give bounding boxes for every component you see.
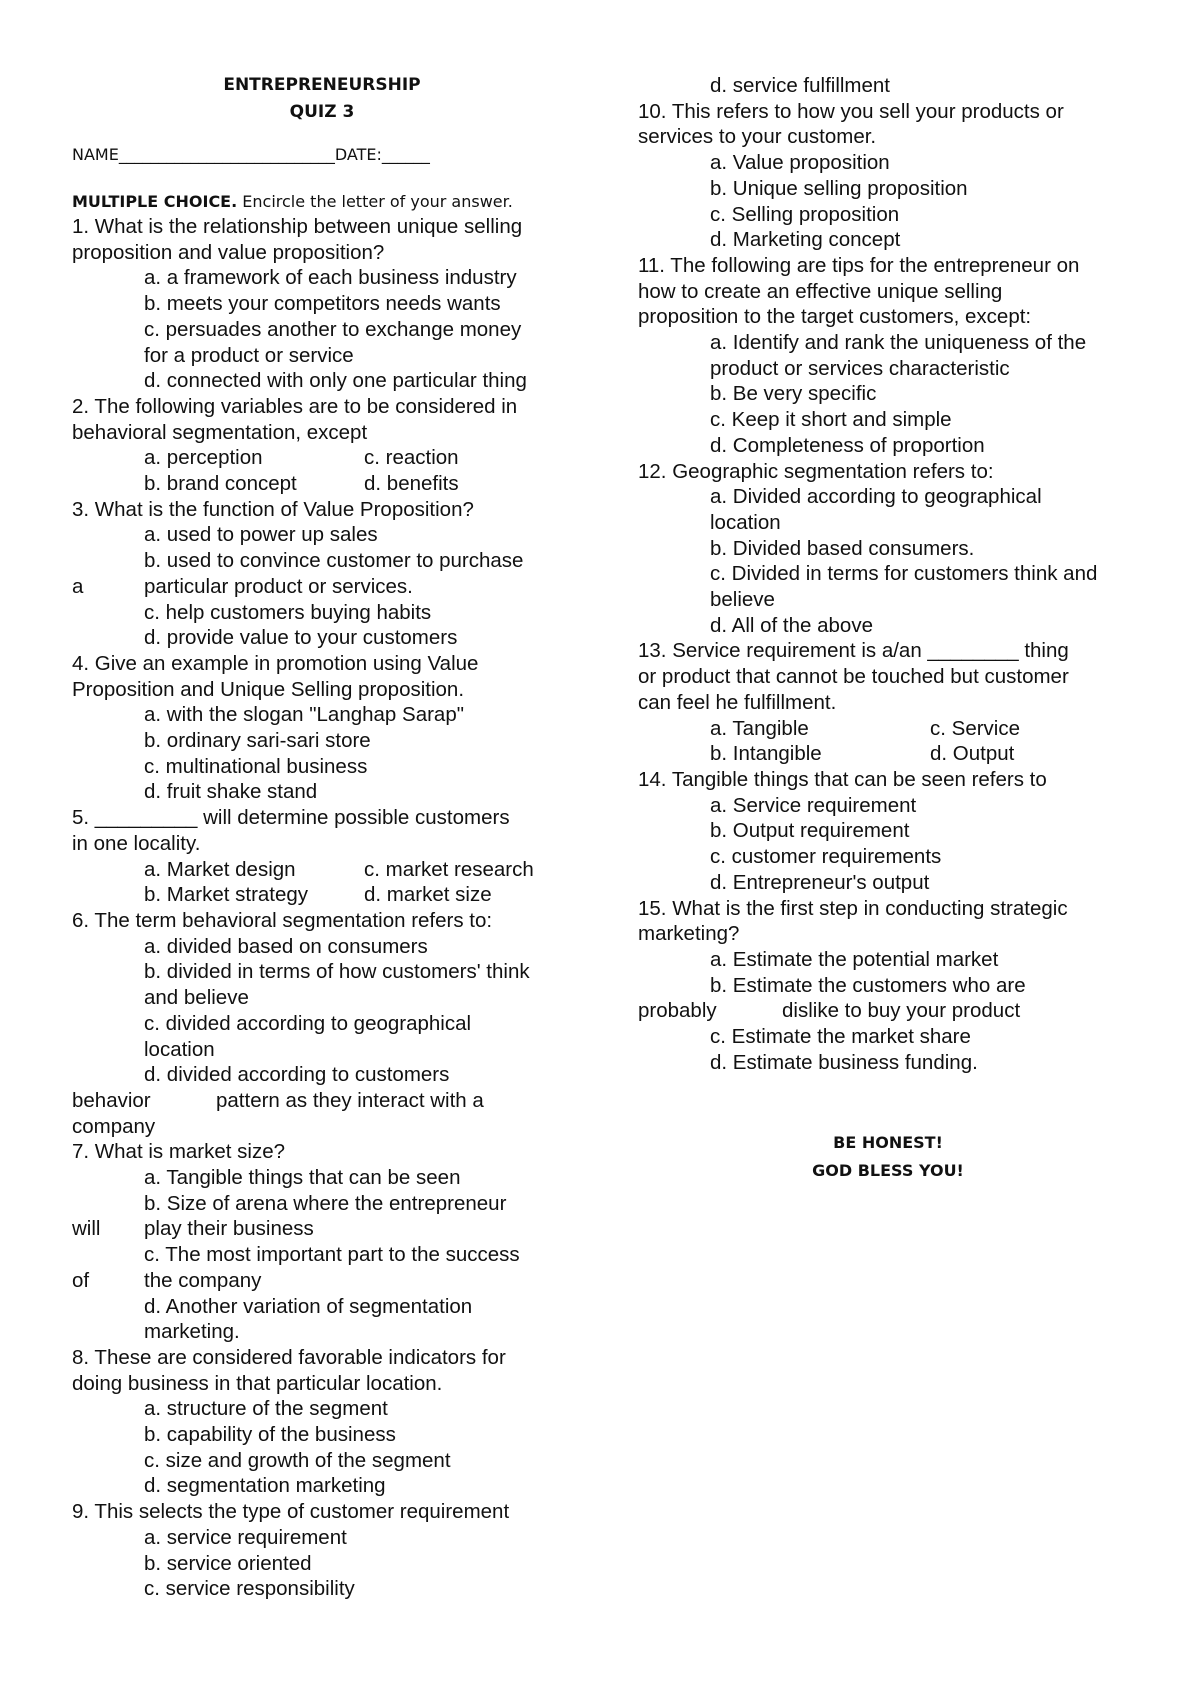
option-row <box>72 857 572 883</box>
question-text: 2. The following variables are to be considered in <box>72 394 518 418</box>
question-1 <box>72 214 572 394</box>
answer-option: d. fruit shake stand <box>144 780 318 804</box>
answer-option: b. Unique selling proposition <box>710 176 968 200</box>
left-column <box>72 72 572 1602</box>
answer-option: a. perception <box>144 446 263 470</box>
question-11 <box>638 253 1138 459</box>
question-text: how to create an effective unique selling <box>638 279 1003 303</box>
answer-option: marketing. <box>144 1320 240 1344</box>
answer-option: d. Completeness of proportion <box>710 433 985 457</box>
option-row <box>72 445 572 471</box>
answer-option: of <box>72 1268 90 1292</box>
question-7 <box>72 1139 572 1345</box>
option-row <box>72 574 572 600</box>
answer-option: c. Keep it short and simple <box>710 408 952 432</box>
answer-option: d. Output <box>930 742 1015 766</box>
answer-option: b. Market strategy <box>144 883 309 907</box>
question-text: 10. This refers to how you sell your products or <box>638 99 1064 123</box>
answer-option: a. divided based on consumers <box>144 934 428 958</box>
answer-option: b. Size of arena where the entrepreneur <box>144 1191 507 1215</box>
answer-option: b. ordinary sari-sari store <box>144 729 371 753</box>
answer-option: c. divided according to geographical <box>144 1011 472 1035</box>
answer-option: a. Estimate the potential market <box>710 947 999 971</box>
answer-option: c. reaction <box>364 446 459 470</box>
answer-option: a. service requirement <box>144 1525 347 1549</box>
answer-option: a. Service requirement <box>710 793 917 817</box>
question-text: 9. This selects the type of customer requirement <box>72 1500 510 1524</box>
answer-option: dislike to buy your product <box>782 999 1021 1023</box>
question-14 <box>638 767 1138 896</box>
answer-option: probably <box>638 999 717 1023</box>
option-row <box>638 716 1138 742</box>
option-row <box>72 1088 572 1114</box>
question-text: 14. Tangible things that can be seen refers to <box>638 767 1047 791</box>
answer-option: particular product or services. <box>144 574 413 598</box>
answer-option: a. Tangible <box>710 716 809 740</box>
option-row <box>638 741 1138 767</box>
answer-option: c. multinational business <box>144 754 368 778</box>
answer-option: c. Service <box>930 716 1020 740</box>
answer-option: d. Another variation of segmentation <box>144 1294 473 1318</box>
answer-option: location <box>710 510 781 534</box>
answer-option: c. customer requirements <box>710 845 942 869</box>
answer-option: d. segmentation marketing <box>144 1474 386 1498</box>
answer-option: b. used to convince customer to purchase <box>144 549 524 573</box>
answer-option: c. Divided in terms for customers think and <box>710 562 1098 586</box>
answer-option: d. Marketing concept <box>710 228 901 252</box>
answer-option: b. Intangible <box>710 742 822 766</box>
answer-option: b. Divided based consumers. <box>710 536 975 560</box>
answer-option: behavior <box>72 1088 151 1112</box>
question-8 <box>72 1345 572 1499</box>
question-text: services to your customer. <box>638 125 877 149</box>
question-text: 13. Service requirement is a/an ________ thing <box>638 639 1069 663</box>
quiz-title: ENTREPRENEURSHIP <box>223 75 421 95</box>
question-text: proposition and value proposition? <box>72 240 385 264</box>
answer-option: b. meets your competitors needs wants <box>144 292 501 316</box>
answer-option: a. Value proposition <box>710 151 890 175</box>
answer-option: d. Entrepreneur's output <box>710 870 930 894</box>
question-9 <box>72 1499 572 1602</box>
option-row <box>72 471 572 497</box>
question-text: 12. Geographic segmentation refers to: <box>638 459 994 483</box>
question-text: doing business in that particular location. <box>72 1371 443 1395</box>
question-text: 1. What is the relationship between unique selling <box>72 215 523 238</box>
answer-option: c. help customers buying habits <box>144 600 432 624</box>
option-row <box>72 882 572 908</box>
answer-option: b. Be very specific <box>710 382 877 406</box>
question-15 <box>638 896 1138 1076</box>
question-text: proposition to the target customers, except: <box>638 305 1032 329</box>
answer-option: a <box>72 574 84 598</box>
question-text: Proposition and Unique Selling proposition. <box>72 677 465 701</box>
answer-option: company <box>72 1114 156 1138</box>
question-text: behavioral segmentation, except <box>72 420 368 444</box>
answer-option: will <box>72 1217 101 1241</box>
answer-option: a. Divided according to geographical <box>710 485 1042 509</box>
closing-message <box>638 1129 1138 1185</box>
answer-option: a. Market design <box>144 857 296 881</box>
question-text: 4. Give an example in promotion using Value <box>72 651 479 675</box>
question-text: can feel he fulfillment. <box>638 690 837 714</box>
answer-option: d. All of the above <box>710 613 873 637</box>
answer-option: b. Output requirement <box>710 819 910 843</box>
question-12 <box>638 459 1138 639</box>
answer-option: a. Tangible things that can be seen <box>144 1166 461 1190</box>
answer-option: a. used to power up sales <box>144 523 378 547</box>
question-text: 7. What is market size? <box>72 1140 286 1164</box>
answer-option: c. service responsibility <box>144 1577 355 1601</box>
answer-option: b. Estimate the customers who are <box>710 973 1026 997</box>
name-date-line: NAME___________________________DATE:______ <box>72 145 430 164</box>
option-row <box>72 1216 572 1242</box>
question-6 <box>72 908 572 1139</box>
answer-option: believe <box>710 588 775 612</box>
answer-option: a. Identify and rank the uniqueness of the <box>710 331 1087 355</box>
answer-option: product or services characteristic <box>710 356 1010 380</box>
closing-line-1: BE HONEST! <box>833 1133 943 1153</box>
answer-option: b. capability of the business <box>144 1423 396 1447</box>
answer-option: b. service oriented <box>144 1551 312 1575</box>
answer-option: d. market size <box>364 883 492 907</box>
question-text: 11. The following are tips for the entrepreneur on <box>638 253 1080 277</box>
question-13 <box>638 638 1138 767</box>
question-text: in one locality. <box>72 831 201 855</box>
answer-option: b. divided in terms of how customers' think <box>144 960 530 984</box>
answer-option: d. divided according to customers <box>144 1063 450 1087</box>
answer-option: a. structure of the segment <box>144 1397 388 1421</box>
option-row <box>72 1268 572 1294</box>
question-text: or product that cannot be touched but customer <box>638 665 1069 689</box>
answer-option: d. benefits <box>364 472 459 496</box>
answer-option: d. provide value to your customers <box>144 626 458 650</box>
answer-option: for a product or service <box>144 343 354 367</box>
answer-option: c. persuades another to exchange money <box>144 317 522 341</box>
answer-option: and believe <box>144 986 249 1010</box>
instructions <box>72 190 572 214</box>
answer-option: pattern as they interact with a <box>216 1088 484 1112</box>
question-text: 5. _________ will determine possible customers <box>72 806 510 830</box>
closing-line-2: GOD BLESS YOU! <box>812 1161 964 1181</box>
question-2 <box>72 394 572 497</box>
question-3 <box>72 497 572 651</box>
answer-option: b. brand concept <box>144 472 297 496</box>
answer-option: location <box>144 1037 215 1061</box>
question-text: 6. The term behavioral segmentation refers to: <box>72 908 493 932</box>
instructions-text: Encircle the letter of your answer. <box>237 192 513 211</box>
answer-option: d. service fulfillment <box>710 74 891 97</box>
question-10 <box>638 99 1138 253</box>
question-text: 8. These are considered favorable indicators for <box>72 1345 506 1369</box>
right-column <box>638 73 1138 1185</box>
option-row <box>638 998 1138 1024</box>
answer-option: d. connected with only one particular thing <box>144 369 527 393</box>
answer-option: play their business <box>144 1217 314 1241</box>
answer-option: c. size and growth of the segment <box>144 1448 451 1472</box>
question-text: marketing? <box>638 922 740 946</box>
answer-option: the company <box>144 1268 262 1292</box>
question-text: 15. What is the first step in conducting strategic <box>638 896 1068 920</box>
answer-option: c. Estimate the market share <box>710 1025 971 1049</box>
question-5 <box>72 805 572 908</box>
answer-option: a. a framework of each business industry <box>144 266 517 290</box>
answer-option: c. The most important part to the success <box>144 1243 520 1267</box>
quiz-subtitle: QUIZ 3 <box>289 102 355 122</box>
question-4 <box>72 651 572 805</box>
answer-option: d. Estimate business funding. <box>710 1050 978 1074</box>
question-text: 3. What is the function of Value Proposition? <box>72 497 474 521</box>
instructions-heading: MULTIPLE CHOICE. <box>72 192 238 211</box>
answer-option: c. market research <box>364 857 534 881</box>
answer-option: c. Selling proposition <box>710 202 900 226</box>
answer-option: a. with the slogan "Langhap Sarap" <box>144 703 465 727</box>
